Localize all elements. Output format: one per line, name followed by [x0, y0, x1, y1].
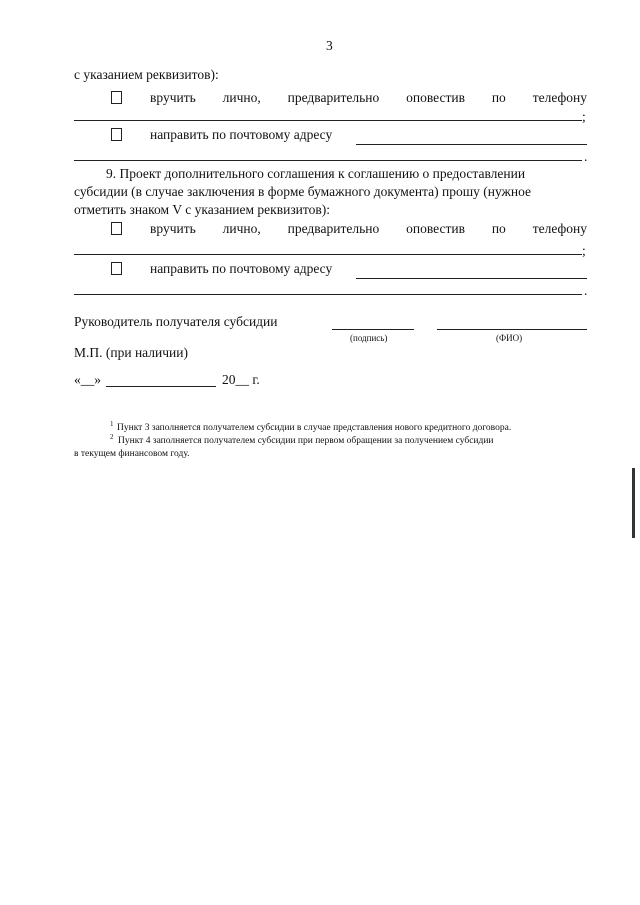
footnote-2-line1: Пункт 4 заполняется получателем субсидии при первом обращении за получением субсидии — [118, 436, 494, 446]
address-field-9b[interactable] — [74, 294, 582, 295]
option-mail-label-9: направить по почтовому адресу — [150, 261, 333, 276]
option-hand-deliver-9: вручить лично, предварительно оповестив по телефону — [150, 221, 587, 236]
address-field-8a[interactable] — [356, 144, 587, 145]
phone-field-9[interactable] — [74, 254, 582, 255]
date-month-line[interactable] — [106, 386, 216, 387]
option-mail-label-8: направить по почтовому адресу — [150, 127, 333, 142]
checkbox-mail-8[interactable] — [111, 128, 122, 141]
date-year: 20__ г. — [222, 372, 260, 387]
page-number: 3 — [326, 38, 333, 53]
signature-line[interactable] — [332, 329, 414, 330]
date-day: «__» — [74, 372, 101, 387]
option2-end-8: . — [584, 149, 588, 164]
footnote-1-mark: 1 — [110, 420, 114, 428]
checkbox-mail-9[interactable] — [111, 262, 122, 275]
footnote-1: Пункт 3 заполняется получателем субсидии в случае представления нового кредитного договора. — [117, 423, 512, 433]
option2-end-9: . — [584, 283, 588, 298]
footnote-2-mark: 2 — [110, 433, 114, 441]
stamp-label: М.П. (при наличии) — [74, 345, 188, 360]
checkbox-hand-deliver-8[interactable] — [111, 91, 122, 104]
address-field-9a[interactable] — [356, 278, 587, 279]
scrollbar-thumb[interactable] — [632, 468, 635, 538]
phone-field-8[interactable] — [74, 120, 582, 121]
footnote-2-line2: в текущем финансовом году. — [74, 449, 190, 459]
option1-end-8: ; — [582, 109, 586, 124]
section9-line3: отметить знаком V с указанием реквизитов): — [74, 202, 330, 217]
signatory-label: Руководитель получателя субсидии — [74, 314, 278, 329]
signature-caption: (подпись) — [350, 333, 388, 343]
name-caption: (ФИО) — [496, 333, 523, 343]
intro-line: с указанием реквизитов): — [74, 67, 219, 82]
option-hand-deliver-8: вручить лично, предварительно оповестив по телефону — [150, 90, 587, 105]
section9-line2: субсидии (в случае заключения в форме бумажного документа) прошу (нужное — [74, 184, 531, 199]
section9-line1: 9. Проект дополнительного соглашения к соглашению о предоставлении — [106, 166, 526, 181]
address-field-8b[interactable] — [74, 160, 582, 161]
option1-end-9: ; — [582, 243, 586, 258]
checkbox-hand-deliver-9[interactable] — [111, 222, 122, 235]
name-line[interactable] — [437, 329, 587, 330]
